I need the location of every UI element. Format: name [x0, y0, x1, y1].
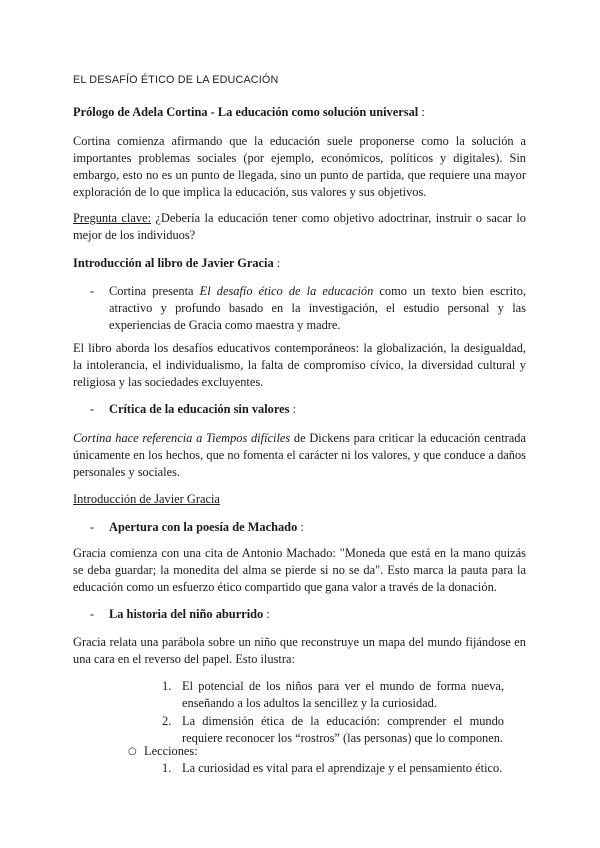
dash-marker: -	[90, 520, 95, 534]
intro-book-heading-line	[73, 255, 526, 272]
list-number: 2.	[162, 714, 172, 728]
document-title: EL DESAFÍO ÉTICO DE LA EDUCACIÓN	[73, 74, 279, 86]
lessons-label: Lecciones:	[144, 744, 198, 758]
list-number: 1.	[162, 679, 172, 693]
list-item-text: La curiosidad es vital para el aprendizaje y el pensamiento ético.	[182, 761, 503, 775]
intro-book-bullet-text	[109, 283, 526, 334]
prologue-paragraph: Cortina comienza afirmando que la educación suele proponerse como la solución a importantes problemas sociales (por ejemplo, económicos, políticos y digitales). Sin embargo, esto no es un punto de llegada, sino un punto de partida, que requiere una mayor exploración de lo que implica la educación, sus valores y sus objetivos.	[73, 134, 526, 199]
machado-heading-line	[109, 519, 526, 536]
bored-child-heading-suffix: :	[263, 607, 270, 621]
intro-book-heading-suffix: :	[273, 256, 281, 270]
key-question-label: Pregunta clave:	[73, 211, 152, 225]
list-item-text: El potencial de los niños para ver el mundo de forma nueva, enseñando a los adultos la sencillez y la curiosidad.	[182, 679, 504, 710]
critique-heading: Crítica de la educación sin valores	[109, 402, 290, 416]
key-question-text: ¿Debería la educación tener como objetivo adoctrinar, instruir o sacar lo mejor de los individuos?	[73, 211, 526, 242]
dash-marker: -	[90, 402, 95, 416]
dash-marker: -	[90, 284, 95, 298]
critique-italic-lead: Cortina hace referencia a Tiempos difíciles	[73, 431, 291, 445]
prologue-heading: Prólogo de Adela Cortina - La educación como solución universal	[73, 105, 419, 119]
machado-paragraph: Gracia comienza con una cita de Antonio Machado: "Moneda que está en la mano quizás se deba guardar; la monedita del alma se pierde si no se da". Esto marca la pauta para la educación como un esfuerzo ético compartido que gana valor a través de la donación.	[73, 546, 526, 594]
critique-paragraph	[73, 430, 526, 481]
intro-gracia-label-text: Introducción de Javier Gracia	[73, 492, 220, 506]
book-title-italic: El desafío ético de la educación	[199, 284, 374, 298]
intro-book-heading: Introducción al libro de Javier Gracia	[73, 256, 274, 270]
bullet-rest: como un texto bien escrito, atractivo y profundo basado en la investigación, el estudio personal y las experiencias de Gracia como maestra y madre.	[109, 284, 526, 332]
critique-heading-line	[109, 401, 526, 418]
key-question	[73, 210, 526, 244]
intro-gracia-label	[73, 491, 526, 508]
bored-child-heading: La historia del niño aburrido	[109, 607, 264, 621]
critique-heading-suffix: :	[289, 402, 297, 416]
dash-marker: -	[90, 607, 95, 621]
bored-child-paragraph: Gracia relata una parábola sobre un niño que reconstruye un mapa del mundo fijándose en una cara en el reverso del papel. Esto ilustra:	[73, 635, 526, 666]
bored-child-heading-line	[109, 606, 526, 623]
critique-paragraph-rest: de Dickens para criticar la educación centrada únicamente en los hechos, que no fomenta el carácter ni los valores, y que conduce a daños personales y sociales.	[73, 431, 526, 479]
list-item-text: La dimensión ética de la educación: comprender el mundo requiere reconocer los “rostros” (las personas) que lo componen.	[182, 714, 504, 745]
prologue-heading-suffix: :	[418, 105, 425, 119]
bullet-prefix: Cortina presenta	[109, 284, 200, 298]
prologue-heading-line	[73, 104, 526, 121]
list-number: 1.	[162, 761, 172, 775]
circle-bullet-icon: ○	[128, 746, 137, 757]
intro-book-paragraph: El libro aborda los desafíos educativos contemporáneos: la globalización, la desigualdad, la intolerancia, el individualismo, la falta de compromiso cívico, la diversidad cultural y religiosa y las sociedades excluyentes.	[73, 341, 526, 389]
machado-heading-suffix: :	[297, 520, 304, 534]
machado-heading: Apertura con la poesía de Machado	[109, 520, 298, 534]
